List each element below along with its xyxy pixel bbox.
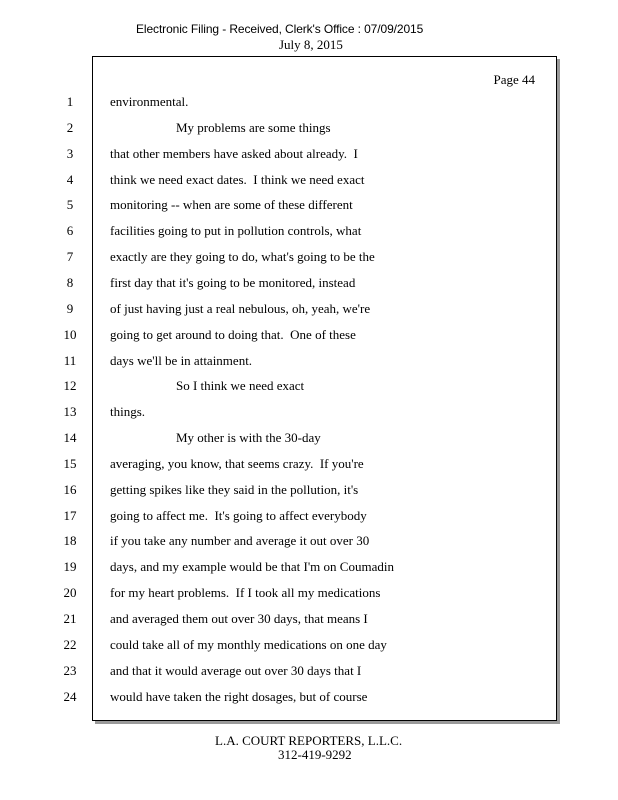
transcript-line-text: for my heart problems. If I took all my medications — [110, 585, 381, 600]
line-number: 18 — [63, 533, 77, 548]
line-number: 22 — [63, 637, 77, 652]
line-number: 1 — [66, 94, 74, 109]
line-number: 13 — [63, 404, 77, 419]
line-number: 14 — [63, 430, 77, 445]
line-number: 16 — [63, 482, 77, 497]
transcript-line-text: environmental. — [110, 94, 189, 109]
transcript-line-text: think we need exact dates. I think we need exact — [110, 172, 365, 187]
filing-date: July 8, 2015 — [279, 37, 343, 52]
transcript-line-text: and averaged them out over 30 days, that means I — [110, 611, 368, 626]
filing-stamp: Electronic Filing - Received, Clerk's Office : 07/09/2015 — [136, 22, 424, 36]
line-number: 5 — [66, 197, 74, 212]
page-number: Page 44 — [493, 72, 535, 87]
line-number: 10 — [63, 327, 77, 342]
transcript-line-text: monitoring -- when are some of these different — [110, 197, 353, 212]
transcript-line-text: things. — [110, 404, 146, 419]
transcript-line-text: days, and my example would be that I'm on Coumadin — [110, 559, 394, 574]
transcript-line-text: would have taken the right dosages, but of course — [110, 689, 368, 704]
transcript-line-text: My problems are some things — [176, 120, 331, 135]
transcript-line-text: if you take any number and average it out over 30 — [110, 533, 370, 548]
line-number: 6 — [66, 223, 74, 238]
transcript-line-text: facilities going to put in pollution controls, what — [110, 223, 362, 238]
line-number: 15 — [63, 456, 77, 471]
transcript-line-text: My other is with the 30-day — [176, 430, 321, 445]
transcript-line-text: getting spikes like they said in the pollution, it's — [110, 482, 359, 497]
line-number: 17 — [63, 508, 77, 523]
transcript-line-text: of just having just a real nebulous, oh, yeah, we're — [110, 301, 371, 316]
transcript-line-text: that other members have asked about already. I — [110, 146, 358, 161]
line-number: 2 — [66, 120, 74, 135]
line-number: 3 — [66, 146, 74, 161]
line-number: 11 — [63, 353, 77, 368]
line-number: 24 — [63, 689, 77, 704]
transcript-line-text: first day that it's going to be monitored, instead — [110, 275, 356, 290]
line-number: 7 — [66, 249, 74, 264]
line-number: 21 — [63, 611, 77, 626]
transcript-line-text: and that it would average out over 30 days that I — [110, 663, 362, 678]
transcript-line-text: could take all of my monthly medications on one day — [110, 637, 387, 652]
transcript-line-text: exactly are they going to do, what's going to be the — [110, 249, 375, 264]
line-number: 8 — [66, 275, 74, 290]
court-reporter-phone: 312-419-9292 — [278, 747, 352, 762]
transcript-line-text: going to get around to doing that. One of these — [110, 327, 356, 342]
line-number: 23 — [63, 663, 77, 678]
transcript-line-text: So I think we need exact — [176, 378, 305, 393]
line-number: 19 — [63, 559, 77, 574]
line-number: 20 — [63, 585, 77, 600]
court-reporter-name: L.A. COURT REPORTERS, L.L.C. — [215, 733, 403, 748]
transcript-line-text: averaging, you know, that seems crazy. If you're — [110, 456, 364, 471]
line-number: 4 — [66, 172, 74, 187]
transcript-line-text: going to affect me. It's going to affect everybody — [110, 508, 367, 523]
transcript-line-text: days we'll be in attainment. — [110, 353, 253, 368]
line-number: 9 — [66, 301, 74, 316]
line-number: 12 — [63, 378, 77, 393]
